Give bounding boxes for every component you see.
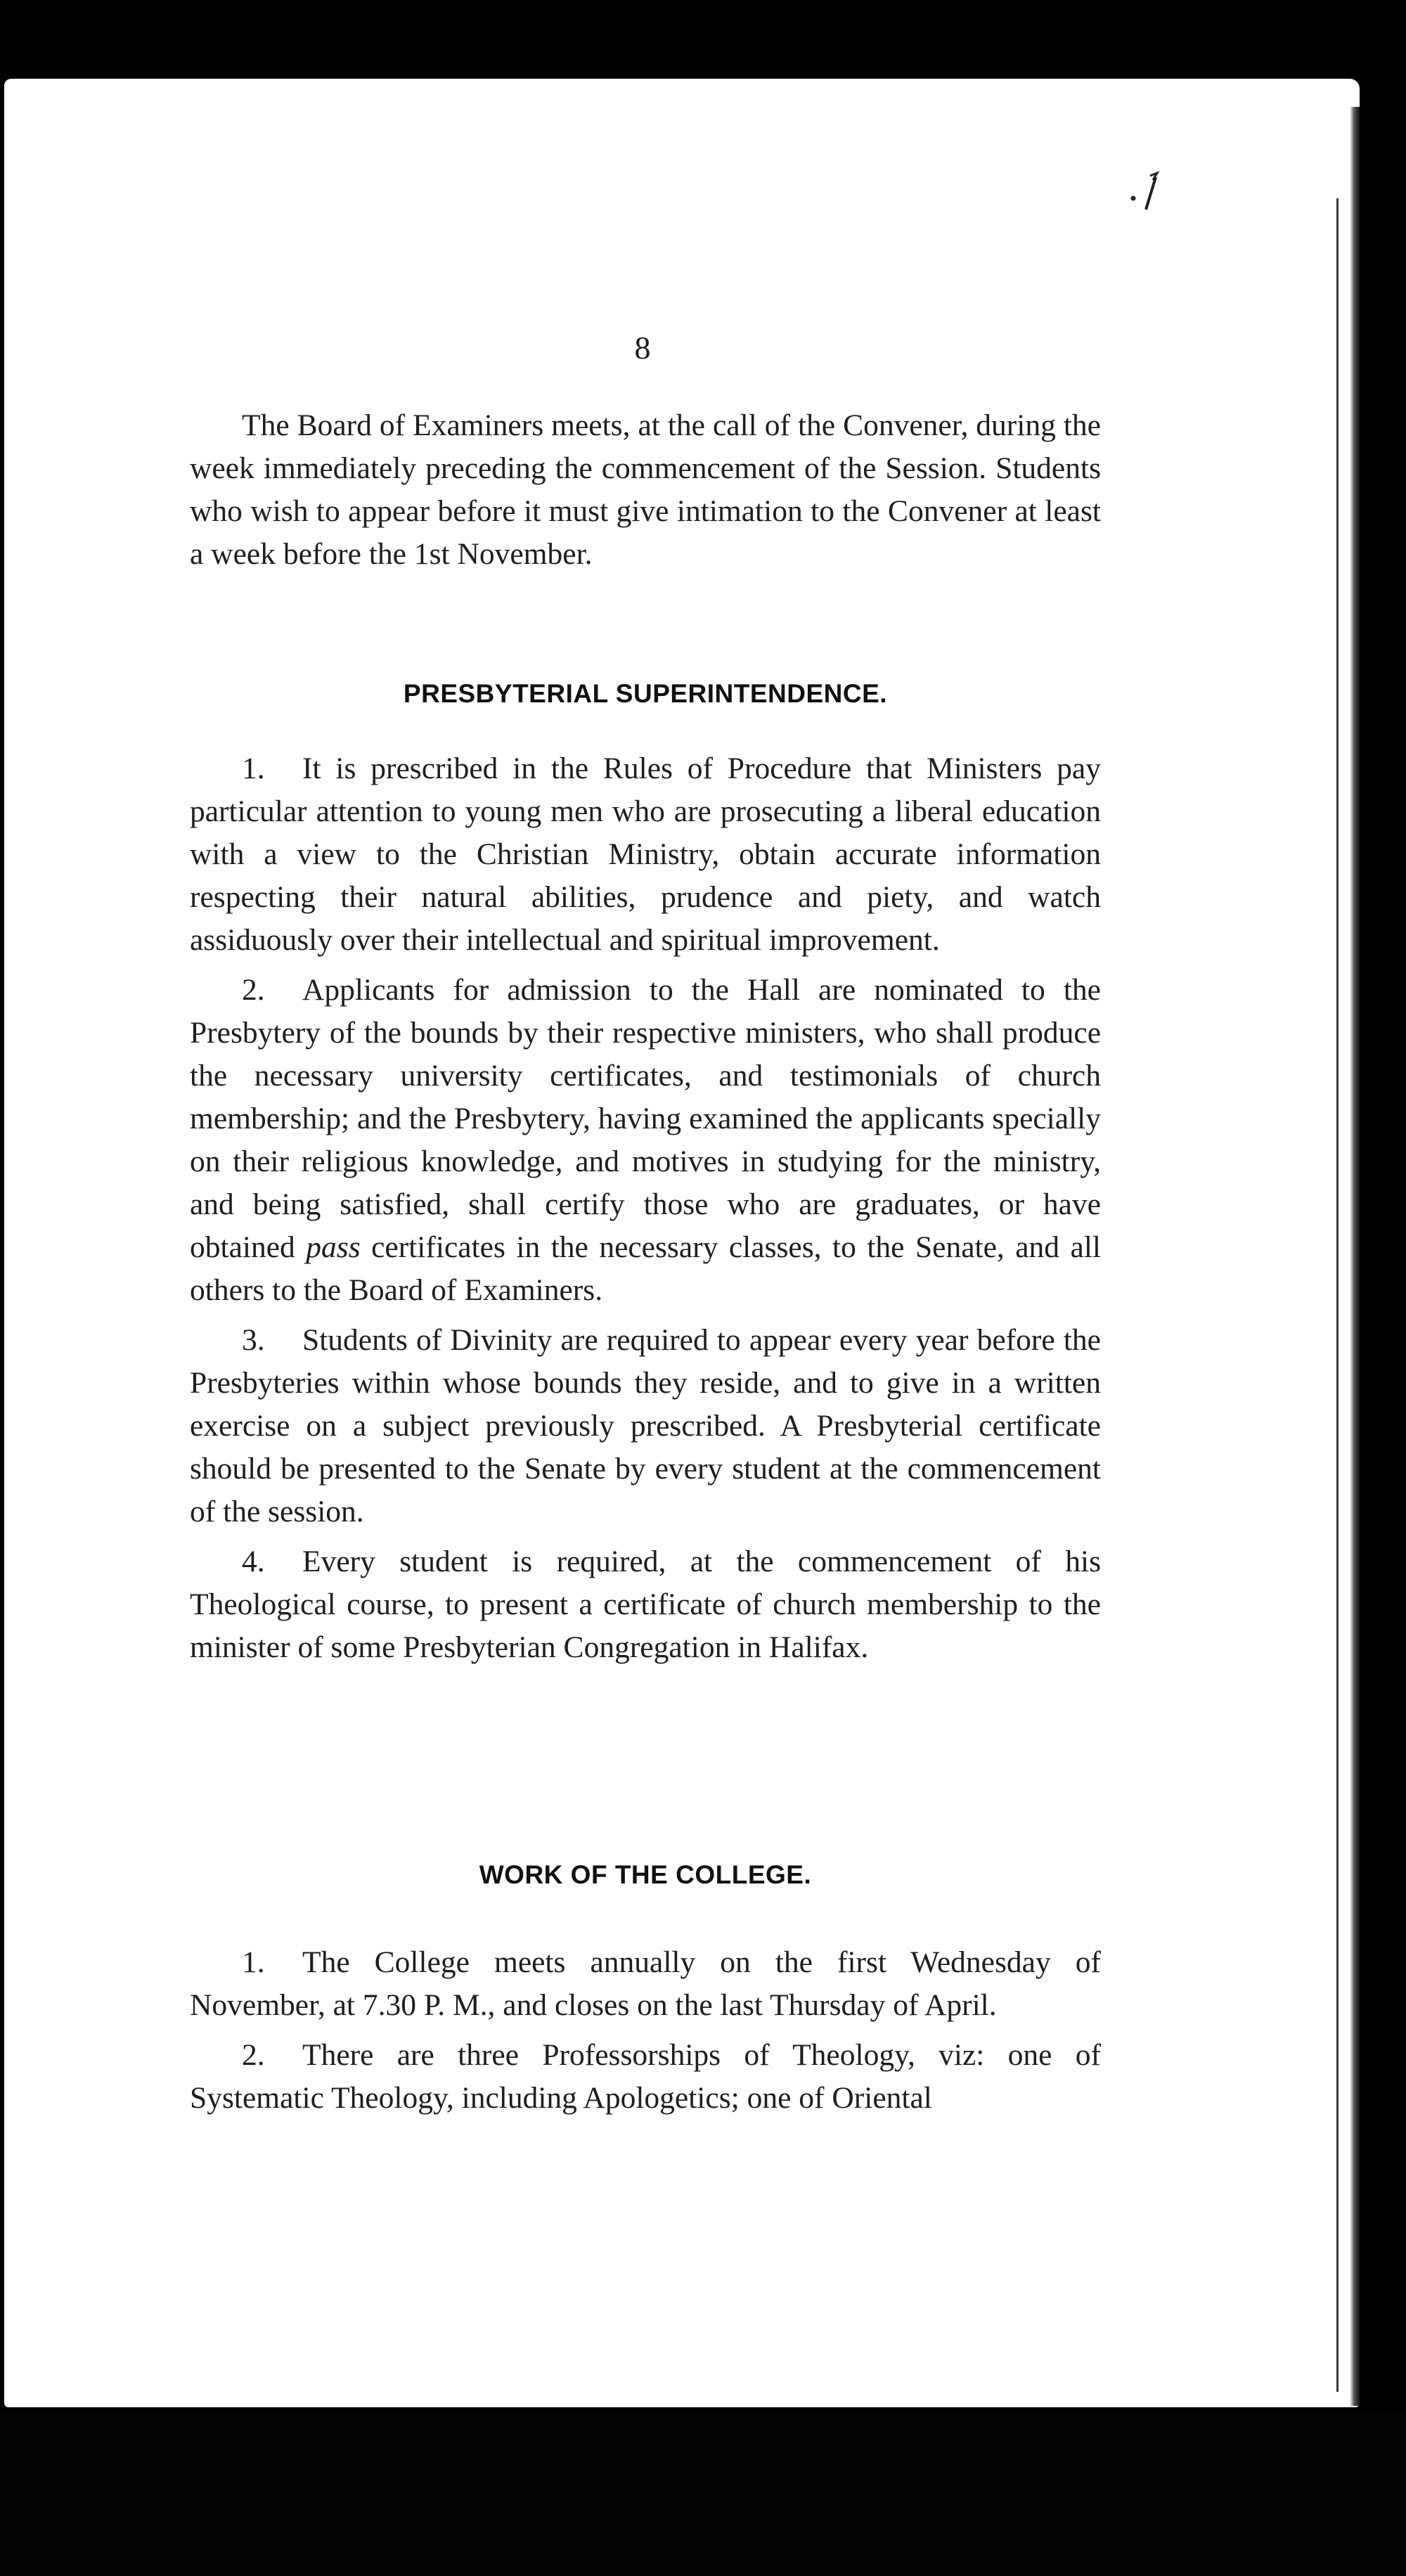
section-heading-work-of-college: WORK OF THE COLLEGE. bbox=[479, 1860, 812, 1889]
intro-paragraph bbox=[190, 404, 1101, 576]
item-number: 2. bbox=[242, 973, 265, 1007]
item-number: 1. bbox=[242, 752, 265, 785]
item-number: 2. bbox=[242, 2038, 265, 2072]
section-presbyterial-body bbox=[190, 747, 1101, 1669]
list-item bbox=[190, 1319, 1101, 1533]
binding-shadow bbox=[1350, 107, 1360, 2406]
item-text: Students of Divinity are required to appear every year before the Presbyteries within whose bounds they reside, and to give in a written exercise on a subject previously prescribed. A Presbyterial certificate should be presented to the Senate by every student at the commencement of the session. bbox=[190, 1323, 1101, 1528]
item-text: There are three Professorships of Theology, viz: one of Systematic Theology, including Apologetics; one of Oriental bbox=[190, 2038, 1101, 2115]
binding-line bbox=[1336, 198, 1339, 2392]
list-item bbox=[190, 1540, 1101, 1669]
item-number: 3. bbox=[242, 1323, 265, 1357]
item-text-continued: certificates in the necessary classes, to the Senate, and all others to the Board of Examiners. bbox=[190, 1230, 1102, 1307]
section-heading-presbyterial: PRESBYTERIAL SUPERINTENDENCE. bbox=[403, 679, 888, 708]
list-item bbox=[190, 2034, 1101, 2120]
page-number: 8 bbox=[634, 330, 651, 366]
list-item bbox=[190, 969, 1101, 1312]
item-text: Every student is required, at the commencement of his Theological course, to present a certificate of church membership to the minister of some Presbyterian Congregation in Halifax. bbox=[190, 1545, 1101, 1664]
item-text-italic: pass bbox=[306, 1230, 361, 1264]
item-text: The College meets annually on the first Wednesday of November, at 7.30 P. M., and closes on the last Thursday of April. bbox=[190, 1945, 1101, 2022]
item-text: It is prescribed in the Rules of Procedure that Ministers pay particular attention to young men who are prosecuting a liberal education with a view to the Christian Ministry, obtain accurate information respecting their natural abilities, prudence and piety, and watch assiduously over their intellectual and spiritual improvement. bbox=[190, 752, 1101, 957]
ink-mark-icon bbox=[1125, 169, 1167, 218]
list-item bbox=[190, 1941, 1101, 2027]
intro-text: The Board of Examiners meets, at the call of the Convener, during the week immediately preceding the commencement of the Session. Students who wish to appear before it must give intimation to the Convener at least a week before the 1st November. bbox=[190, 408, 1101, 571]
list-item bbox=[190, 747, 1101, 962]
item-number: 4. bbox=[242, 1545, 265, 1578]
scan-border-bottom bbox=[0, 2411, 1406, 2576]
item-number: 1. bbox=[242, 1945, 265, 1979]
section-work-body bbox=[190, 1941, 1101, 2120]
item-text: Applicants for admission to the Hall are nominated to the Presbytery of the bounds by their respective ministers, who shall produce the necessary university certificates, and testimonials of church membership; and the Presbytery, having examined the applicants specially on their religious knowledge, and motives in studying for the ministry, and being satisfied, shall certify those who are graduates, or have obtained bbox=[190, 973, 1101, 1264]
